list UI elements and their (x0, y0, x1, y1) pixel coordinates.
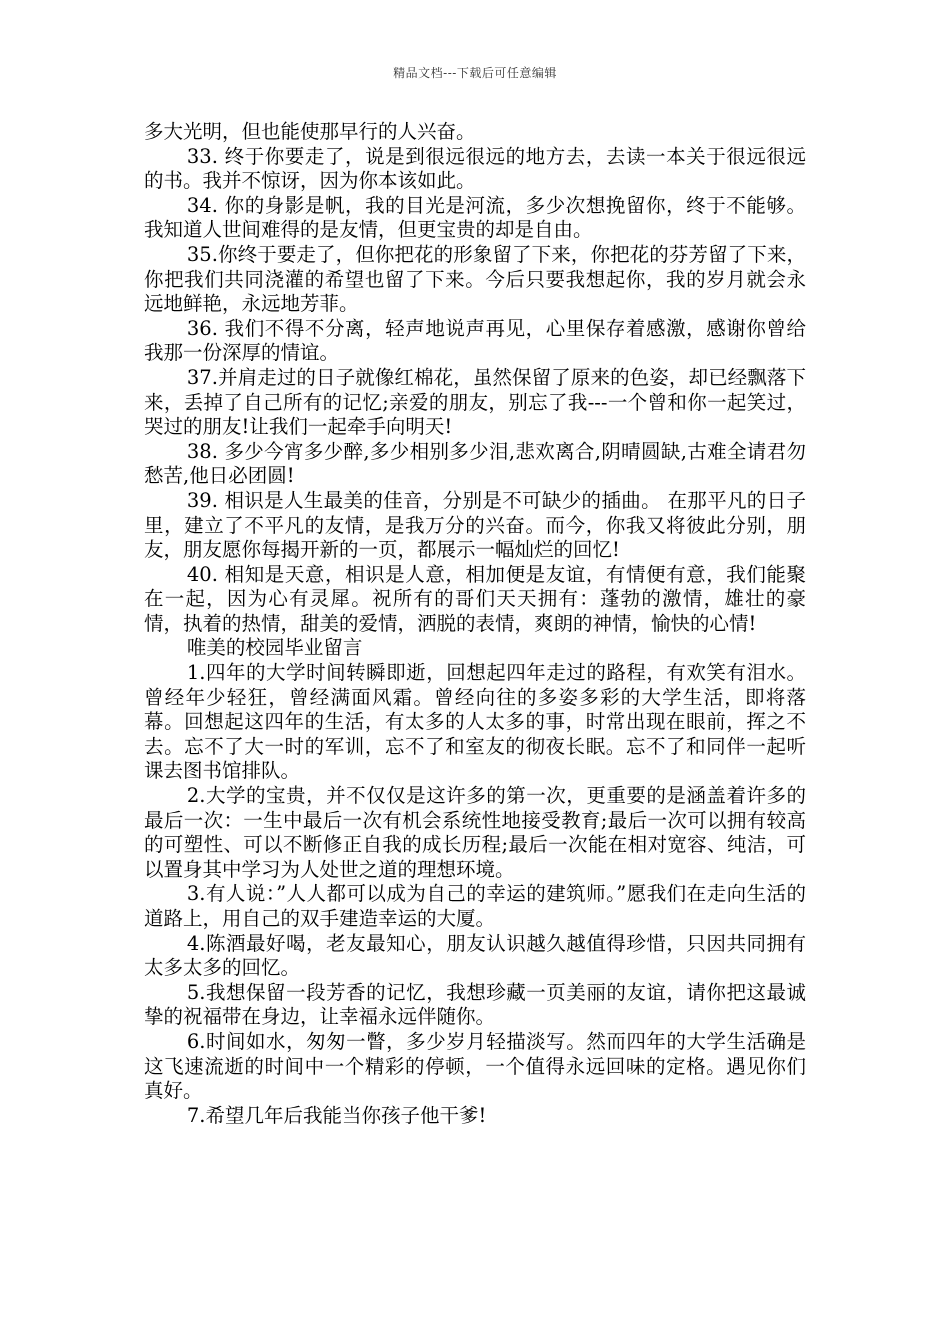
paragraph-34: 34. 你的身影是帆，我的目光是河流，多少次想挽留你，终于不能够。我知道人世间难得的是友情，但更宝贵的却是自由。 (144, 193, 806, 242)
paragraph-36: 36. 我们不得不分离，轻声地说声再见，心里保存着感激，感谢你曾给我那一份深厚的情谊。 (144, 316, 806, 365)
paragraph-35: 35.你终于要走了，但你把花的形象留了下来，你把花的芬芳留了下来，你把我们共同浇灌的希望也留了下来。今后只要我想起你，我的岁月就会永远地鲜艳，永远地芳菲。 (144, 242, 806, 316)
paragraph-1: 1.四年的大学时间转瞬即逝，回想起四年走过的路程，有欢笑有泪水。曾经年少轻狂，曾经满面风霜。曾经向往的多姿多彩的大学生活，即将落幕。回想起这四年的生活，有太多的人太多的事，时常出现在眼前，挥之不去。忘不了大一时的军训，忘不了和室友的彻夜长眠。忘不了和同伴一起听课去图书馆排队。 (144, 661, 806, 783)
paragraph-38: 38. 多少今宵多少醉,多少相别多少泪,悲欢离合,阴晴圆缺,古难全请君勿愁苦,他日必团圆! (144, 439, 806, 488)
paragraph-33: 33. 终于你要走了，说是到很远很远的地方去，去读一本关于很远很远的书。我并不惊讶，因为你本该如此。 (144, 144, 806, 193)
page-header: 精品文档---下载后可任意编辑 (393, 66, 557, 80)
paragraph-6: 6.时间如水，匆匆一瞥，多少岁月轻描淡写。然而四年的大学生活确是这飞速流逝的时间中一个精彩的停顿，一个值得永远回味的定格。遇见你们真好。 (144, 1029, 806, 1103)
paragraph-3: 3.有人说：”人人都可以成为自己的幸运的建筑师。”愿我们在走向生活的道路上，用自己的双手建造幸运的大厦。 (144, 882, 806, 930)
paragraph-4: 4.陈酒最好喝，老友最知心，朋友认识越久越值得珍惜，只因共同拥有太多太多的回忆。 (144, 931, 806, 980)
document-body (144, 120, 806, 1128)
paragraph-37: 37.并肩走过的日子就像红棉花，虽然保留了原来的色姿，却已经飘落下来，丢掉了自己所有的记忆;亲爱的朋友，别忘了我---一个曾和你一起笑过，哭过的朋友!让我们一起牵手向明天! (144, 365, 806, 439)
paragraph-40: 40. 相知是天意，相识是人意，相加便是友谊，有情便有意，我们能聚在一起，因为心有灵犀。祝所有的哥们天天拥有：蓬勃的激情，雄壮的豪情，执着的热情，甜美的爱情，洒脱的表情，爽朗的神情，愉快的心情! (144, 562, 806, 635)
paragraph-2: 2.大学的宝贵，并不仅仅是这许多的第一次，更重要的是涵盖着许多的最后一次：一生中最后一次有机会系统性地接受教育;最后一次可以拥有较高的可塑性、可以不断修正自我的成长历程;最后一次能在相对宽容、纯洁，可以置身其中学习为人处世之道的理想环境。 (144, 784, 806, 881)
section-heading: 唯美的校园毕业留言 (186, 636, 363, 660)
paragraph-39: 39. 相识是人生最美的佳音，分别是不可缺少的插曲。 在那平凡的日子里，建立了不平凡的友情，是我万分的兴奋。而今，你我又将彼此分别，朋友，朋友愿你每揭开新的一页，都展示一幅灿烂的回忆! (144, 488, 806, 562)
paragraph-7: 7.希望几年后我能当你孩子他干爹! (186, 1103, 487, 1127)
paragraph-5: 5.我想保留一段芳香的记忆，我想珍藏一页美丽的友谊，请你把这最诚挚的祝福带在身边，让幸福永远伴随你。 (144, 980, 806, 1029)
paragraph-continuation: 多大光明，但也能使那早行的人兴奋。 (144, 120, 476, 143)
